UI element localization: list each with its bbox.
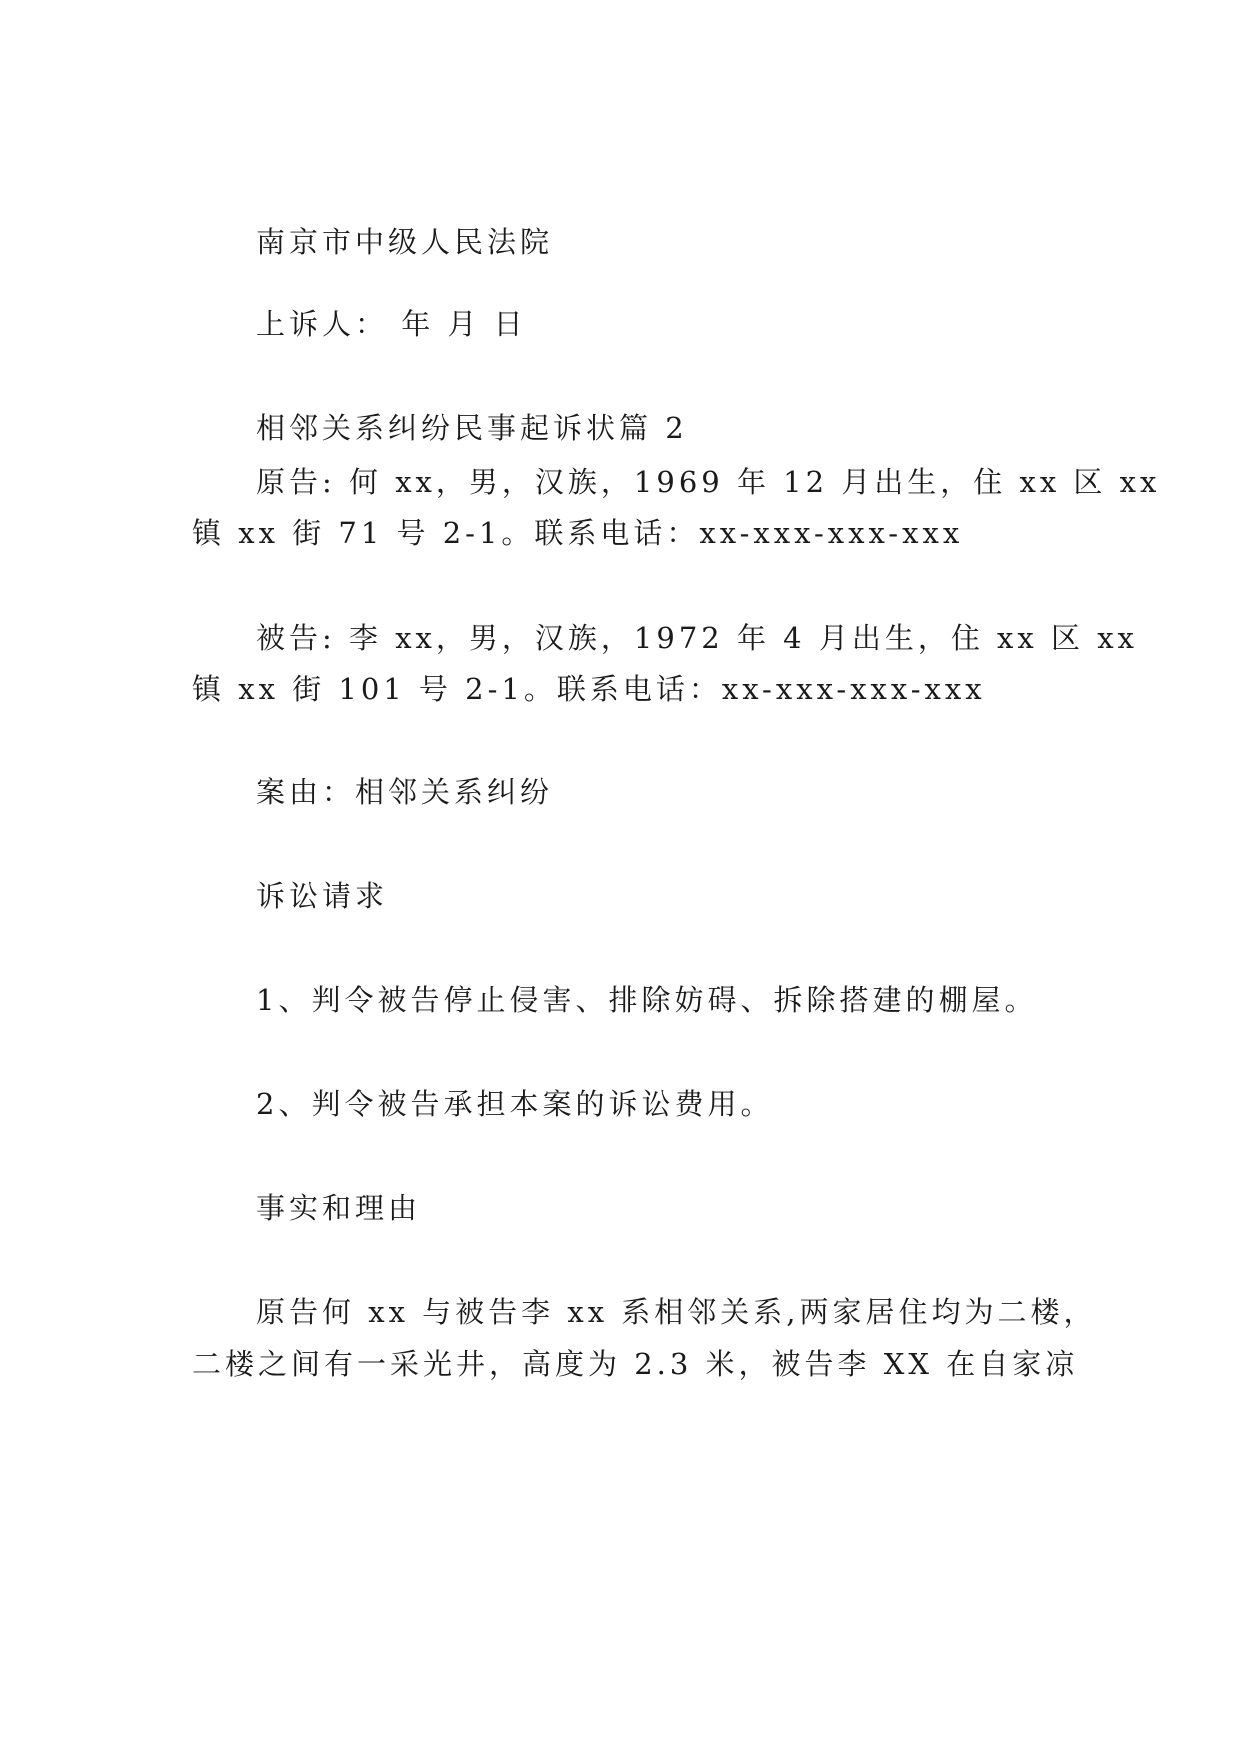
claims-heading: 诉讼请求 [256,879,389,913]
plaintiff-info-line-1: 原告: 何 xx，男，汉族，1969 年 12 月出生，住 xx 区 xx [256,465,1161,499]
plaintiff-info-line-2: 镇 xx 街 71 号 2-1。联系电话：xx-xxx-xxx-xxx [192,516,964,550]
facts-line-1: 原告何 xx 与被告李 xx 系相邻关系,两家居住均为二楼， [256,1295,1097,1329]
defendant-info-line-2: 镇 xx 街 101 号 2-1。联系电话：xx-xxx-xxx-xxx [192,672,986,706]
facts-line-2: 二楼之间有一采光井，高度为 2.3 米，被告李 XX 在自家凉 [192,1347,1079,1381]
court-name: 南京市中级人民法院 [256,225,554,259]
defendant-info-line-1: 被告: 李 xx，男，汉族，1972 年 4 月出生，住 xx 区 xx [256,621,1138,655]
claim-item-2: 2、判令被告承担本案的诉讼费用。 [256,1087,774,1121]
cause-of-action: 案由：相邻关系纠纷 [256,775,554,809]
facts-heading: 事实和理由 [256,1191,422,1225]
claim-item-1: 1、判令被告停止侵害、排除妨碍、拆除搭建的棚屋。 [256,983,1038,1017]
appellant-signature-line: 上诉人： 年 月 日 [256,307,527,341]
section-title: 相邻关系纠纷民事起诉状篇 2 [256,411,688,445]
